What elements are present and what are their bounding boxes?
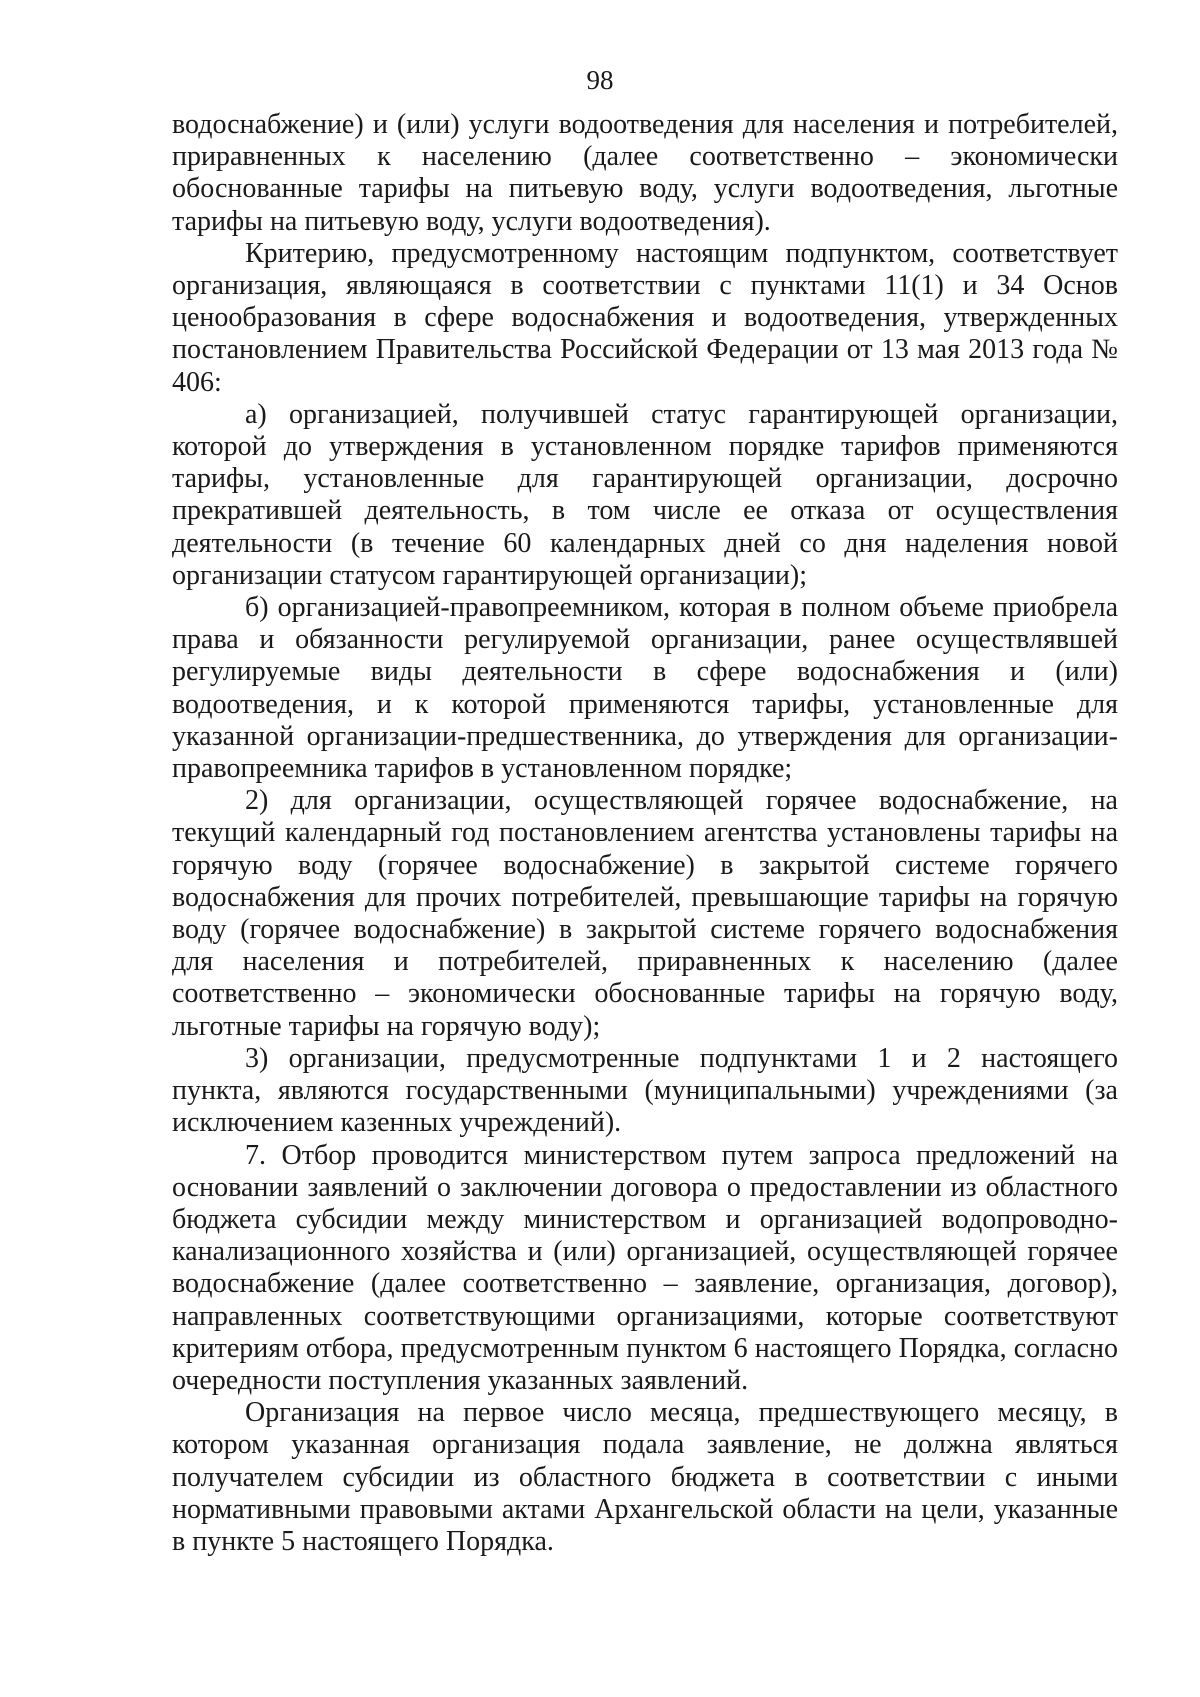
paragraph-item-b: б) организацией-правопреемником, которая в полном объеме приобрела права и обязанности регулируемой организации, ранее осуществлявшей регулируемые виды деятельности в сфере водоснабжения и (или) водоотведения, и к которой применяются тарифы, установленные для указанной организации-предшественника, до утверждения для организации-правопреемника тарифов в установленном порядке;	[172, 592, 1118, 785]
paragraph-item-3: 3) организации, предусмотренные подпунктами 1 и 2 настоящего пункта, являются государственными (муниципальными) учреждениями (за исключением казенных учреждений).	[172, 1042, 1118, 1139]
paragraph-section-7: 7. Отбор проводится министерством путем запроса предложений на основании заявлений о заключении договора о предоставлении из областного бюджета субсидии между министерством и организацией водопроводно-канализационного хозяйства и (или) организацией, осуществляющей горячее водоснабжение (далее соответственно – заявление, организация, договор), направленных соответствующими организациями, которые соответствуют критериям отбора, предусмотренным пунктом 6 настоящего Порядка, согласно очередности поступления указанных заявлений.	[172, 1139, 1118, 1396]
page-number: 98	[586, 65, 614, 95]
paragraph-item-a: а) организацией, получившей статус гарантирующей организации, которой до утверждения в установленном порядке тарифов применяются тарифы, установленные для гарантирующей организации, досрочно прекратившей деятельность, в том числе ее отказа от осуществления деятельности (в течение 60 календарных дней со дня наделения новой организации статусом гарантирующей организации);	[172, 398, 1118, 591]
paragraph-item-2: 2) для организации, осуществляющей горячее водоснабжение, на текущий календарный год постановлением агентства установлены тарифы на горячую воду (горячее водоснабжение) в закрытой системе горячего водоснабжения для прочих потребителей, превышающие тарифы на горячую воду (горячее водоснабжение) в закрытой системе горячего водоснабжения для населения и потребителей, приравненных к населению (далее соответственно – экономически обоснованные тарифы на горячую воду, льготные тарифы на горячую воду);	[172, 785, 1118, 1042]
paragraph-continuation: водоснабжение) и (или) услуги водоотведения для населения и потребителей, приравненных к населению (далее соответственно – экономически обоснованные тарифы на питьевую воду, услуги водоотведения, льготные тарифы на питьевую воду, услуги водоотведения).	[172, 109, 1118, 237]
paragraph-organization-requirement: Организация на первое число месяца, предшествующего месяцу, в котором указанная организация подала заявление, не должна являться получателем субсидии из областного бюджета в соответствии с иными нормативными правовыми актами Архангельской области на цели, указанные в пункте 5 настоящего Порядка.	[172, 1397, 1118, 1557]
document-body	[172, 109, 1118, 1558]
paragraph-criterion: Критерию, предусмотренному настоящим подпунктом, соответствует организация, являющаяся в соответствии с пунктами 11(1) и 34 Основ ценообразования в сфере водоснабжения и водоотведения, утвержденных постановлением Правительства Российской Федерации от 13 мая 2013 года № 406:	[172, 237, 1118, 398]
